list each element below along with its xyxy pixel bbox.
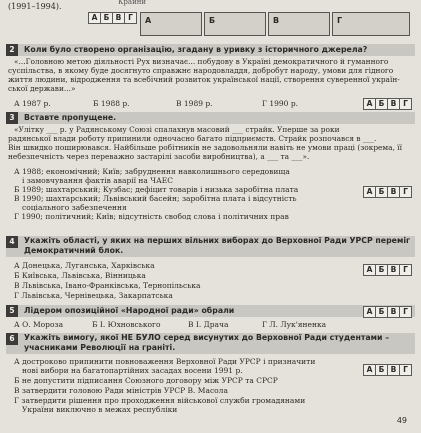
- answer-cell-v[interactable]: В: [387, 186, 400, 198]
- answer-cell-a[interactable]: А: [363, 98, 376, 110]
- q4-answer-grid: [364, 264, 412, 276]
- answer-cell-a[interactable]: А: [363, 364, 376, 376]
- image-b-label: Б: [209, 16, 216, 25]
- q3-line-4: небезпечність через переважно застарілі засоби виробництва), а ___ та ___».: [8, 152, 310, 161]
- answer-cell-g[interactable]: Г: [399, 306, 412, 318]
- q4-option-g[interactable]: Г Львівська, Чернівецька, Закарпатська: [14, 291, 173, 300]
- q2-answer-grid: [364, 98, 412, 110]
- question-6-number: 6: [6, 333, 18, 345]
- q5-answer-grid: [364, 306, 412, 318]
- answer-cell-b[interactable]: Б: [375, 264, 388, 276]
- q3-line-2: радянської влади роботу припинили одночасно багато підприємств. Страйк розпочався в ___.: [8, 134, 377, 143]
- q6-option-a[interactable]: А достроково припинити повноваження Верховної Ради УРСР і призначити: [14, 357, 316, 366]
- question-6-title: Укажіть вимогу, якої НЕ БУЛО серед висунутих до Верховної Ради студентами – учасниками Революції на граніті.: [24, 333, 390, 352]
- image-v: [268, 12, 330, 36]
- answer-cell-g[interactable]: Г: [399, 264, 412, 276]
- answer-cell-b[interactable]: Б: [375, 186, 388, 198]
- q3-line-3: Він швидко поширювався. Найбільше робітників не задовольняли навіть не умови праці (зокрема, її: [8, 143, 403, 152]
- q3-option-v[interactable]: В 1990; шахтарський; Львівський басейн; заробітна плата і відсутність: [14, 194, 297, 203]
- q3-option-a-cont: і замовчування фактів аварії на ЧАЕС: [22, 176, 173, 185]
- question-3-number: 3: [6, 112, 18, 124]
- question-4-number: 4: [6, 236, 18, 248]
- question-5-header: [6, 305, 415, 317]
- question-6-header: [6, 333, 415, 354]
- answer-cell-g[interactable]: Г: [124, 12, 137, 24]
- header-strip: [0, 0, 421, 40]
- question-3-header: [6, 112, 415, 124]
- q3-line-1: «Улітку ___ р. у Радянському Союзі спалахнув масовий ___ страйк. Уперше за роки: [14, 125, 340, 134]
- q2-line-3: життя людини, відродження та всебічний розвиток української нації, створення суверенної україн-: [8, 75, 400, 84]
- page-number: 49: [396, 416, 407, 425]
- q6-option-a-cont: нові вибори на багатопартійних засадах восени 1991 р.: [22, 366, 243, 375]
- q4-option-v[interactable]: В Львівська, Івано-Франківська, Тернопільська: [14, 281, 201, 290]
- image-a-label: А: [145, 16, 152, 25]
- image-b: [204, 12, 266, 36]
- answer-cell-a[interactable]: А: [363, 306, 376, 318]
- question-4-header: [6, 236, 415, 257]
- answer-cell-b[interactable]: Б: [100, 12, 113, 24]
- q2-line-4: ської держави...»: [8, 84, 76, 93]
- q3-answer-grid: [364, 186, 412, 198]
- answer-cell-v[interactable]: В: [112, 12, 125, 24]
- q6-option-v[interactable]: В затвердити головою Ради міністрів УРСР В. Масола: [14, 386, 228, 395]
- question-5-title: Лідером опозиційної «Народної ради» обрали: [24, 306, 235, 315]
- fragment-text: Крайни: [118, 0, 147, 6]
- answer-cell-g[interactable]: Г: [399, 98, 412, 110]
- question-5-number: 5: [6, 305, 18, 317]
- q5-option-g[interactable]: Г Л. Лук'яненка: [262, 320, 327, 329]
- q2-option-v[interactable]: В 1989 р.: [176, 99, 213, 108]
- answer-cell-a[interactable]: А: [363, 264, 376, 276]
- q2-option-g[interactable]: Г 1990 р.: [262, 99, 299, 108]
- q2-option-b[interactable]: Б 1988 р.: [93, 99, 130, 108]
- q5-option-b[interactable]: Б І. Юхновського: [92, 320, 161, 329]
- q2-line-2: суспільства, в якому буде досягнуто справжнє народовладдя, добробут народу, умови для гідного: [8, 66, 394, 75]
- answer-cell-a[interactable]: А: [363, 186, 376, 198]
- q6-answer-grid: [364, 364, 412, 376]
- q3-option-b[interactable]: Б 1989; шахтарський; Кузбас; дефіцит товарів і низька заробітна плата: [14, 185, 299, 194]
- question-2-title: Коли було створено організацію, згадану в уривку з історичного джерела?: [24, 45, 368, 54]
- q2-option-a[interactable]: А 1987 р.: [14, 99, 51, 108]
- question-2-number: 2: [6, 44, 18, 56]
- q5-option-v[interactable]: В І. Драча: [188, 320, 229, 329]
- q2-line-1: «...Головною метою діяльності Рух визначає... побудову в Україні демократичного й гуманного: [14, 57, 389, 66]
- answer-cell-v[interactable]: В: [387, 364, 400, 376]
- header-answer-grid: [89, 12, 137, 24]
- answer-cell-b[interactable]: Б: [375, 98, 388, 110]
- q4-option-a[interactable]: А Донецька, Луганська, Харківська: [14, 261, 155, 270]
- q6-option-g-cont: України виключно в межах республіки: [22, 405, 178, 414]
- answer-cell-v[interactable]: В: [387, 98, 400, 110]
- answer-cell-g[interactable]: Г: [399, 364, 412, 376]
- q6-option-b[interactable]: Б не допустити підписання Союзного договору між УРСР та СРСР: [14, 376, 278, 385]
- question-2-header: [6, 44, 415, 56]
- question-4-title: Укажіть області, у яких на перших вільних виборах до Верховної Ради УРСР переміг Демократичний блок.: [24, 236, 411, 255]
- q3-option-v-cont: соціального забезпечення: [22, 203, 127, 212]
- question-3-title: Вставте пропущене.: [24, 113, 117, 122]
- image-a: [140, 12, 202, 36]
- q3-option-g[interactable]: Г 1990; політичний; Київ; відсутність свобод слова і політичних прав: [14, 212, 289, 221]
- image-g: [332, 12, 410, 36]
- answer-cell-g[interactable]: Г: [399, 186, 412, 198]
- q3-option-a[interactable]: А 1988; економічний; Київ; забруднення навколишнього середовища: [14, 167, 290, 176]
- image-v-label: В: [273, 16, 280, 25]
- answer-cell-v[interactable]: В: [387, 306, 400, 318]
- answer-cell-b[interactable]: Б: [375, 364, 388, 376]
- answer-cell-b[interactable]: Б: [375, 306, 388, 318]
- answer-cell-v[interactable]: В: [387, 264, 400, 276]
- q5-option-a[interactable]: А О. Мороза: [14, 320, 64, 329]
- years-text: (1991–1994).: [8, 2, 62, 11]
- q6-option-g[interactable]: Г затвердити рішення про проходження військової служби громадянами: [14, 396, 306, 405]
- q4-option-b[interactable]: Б Київська, Львівська, Вінницька: [14, 271, 146, 280]
- answer-cell-a[interactable]: А: [88, 12, 101, 24]
- image-g-label: Г: [337, 16, 343, 25]
